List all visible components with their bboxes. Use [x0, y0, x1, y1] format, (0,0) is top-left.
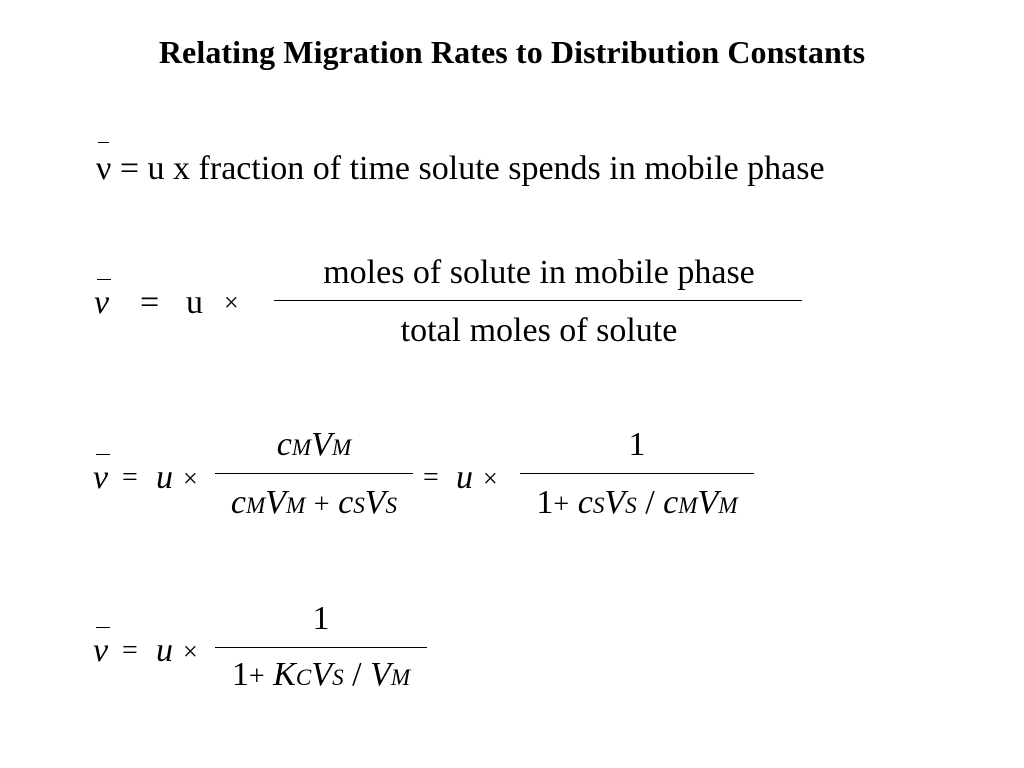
equals-sign: =: [140, 284, 160, 321]
mobile-phase-velocity: u: [456, 459, 473, 496]
slide-title: Relating Migration Rates to Distribution Constants: [158, 34, 866, 70]
conc-subscript: M: [678, 493, 698, 519]
fraction-2-numerator: 1: [628, 426, 646, 463]
conc-symbol: c: [276, 426, 292, 463]
volume-symbol: V: [311, 656, 333, 693]
volume-subscript: M: [718, 493, 738, 519]
fraction-numerator: moles of solute in mobile phase: [323, 254, 755, 291]
volume-symbol: V: [697, 484, 719, 521]
conc-subscript: M: [291, 435, 312, 461]
volume-symbol: V: [311, 426, 332, 463]
plus-sign: +: [313, 489, 330, 520]
mobile-phase-velocity: u: [156, 459, 173, 496]
fraction-denominator: total moles of solute: [400, 312, 678, 349]
conc-subscript: S: [592, 493, 605, 519]
volume-symbol: V: [604, 484, 626, 521]
fraction-bar: [215, 647, 427, 648]
average-velocity-symbol: ν: [94, 284, 110, 321]
average-velocity-symbol: ν: [96, 150, 112, 187]
times-sign: ×: [183, 464, 198, 493]
average-velocity-symbol: ν: [93, 459, 109, 496]
mobile-phase-velocity: u: [186, 284, 203, 321]
plus-sign: +: [553, 489, 570, 520]
times-sign: ×: [183, 637, 198, 666]
equation-1-rhs: = u x fraction of time solute spends in mobile phase: [119, 150, 825, 187]
one: 1: [231, 656, 249, 693]
conc-symbol: c: [663, 484, 679, 521]
volume-subscript: M: [331, 435, 352, 461]
volume-subscript: S: [332, 665, 344, 691]
conc-symbol: c: [230, 484, 246, 521]
conc-symbol: c: [338, 484, 354, 521]
conc-subscript: S: [353, 493, 365, 519]
volume-subscript: S: [385, 493, 398, 519]
times-sign: ×: [483, 464, 498, 493]
slash: /: [645, 484, 655, 521]
distribution-constant-subscript: C: [295, 665, 312, 691]
conc-subscript: M: [245, 493, 266, 519]
overbar: [96, 627, 110, 628]
average-velocity-symbol: ν: [93, 632, 109, 669]
equals-sign: =: [122, 635, 138, 666]
slash: /: [352, 656, 362, 693]
volume-symbol: V: [265, 484, 287, 521]
plus-sign: +: [248, 661, 265, 692]
volume-subscript: M: [390, 665, 411, 691]
mobile-phase-velocity: u: [156, 632, 173, 669]
volume-symbol: V: [370, 656, 391, 693]
fraction-numerator: 1: [312, 600, 330, 637]
fraction-denominator: [205, 656, 437, 694]
volume-subscript: S: [625, 493, 637, 519]
equals-sign: =: [122, 462, 138, 493]
volume-symbol: V: [364, 484, 386, 521]
times-sign: ×: [224, 288, 239, 317]
equals-sign: =: [423, 462, 439, 493]
one: 1: [536, 484, 554, 521]
distribution-constant-symbol: K: [273, 656, 296, 693]
conc-symbol: c: [577, 484, 593, 521]
volume-subscript: M: [286, 493, 306, 519]
